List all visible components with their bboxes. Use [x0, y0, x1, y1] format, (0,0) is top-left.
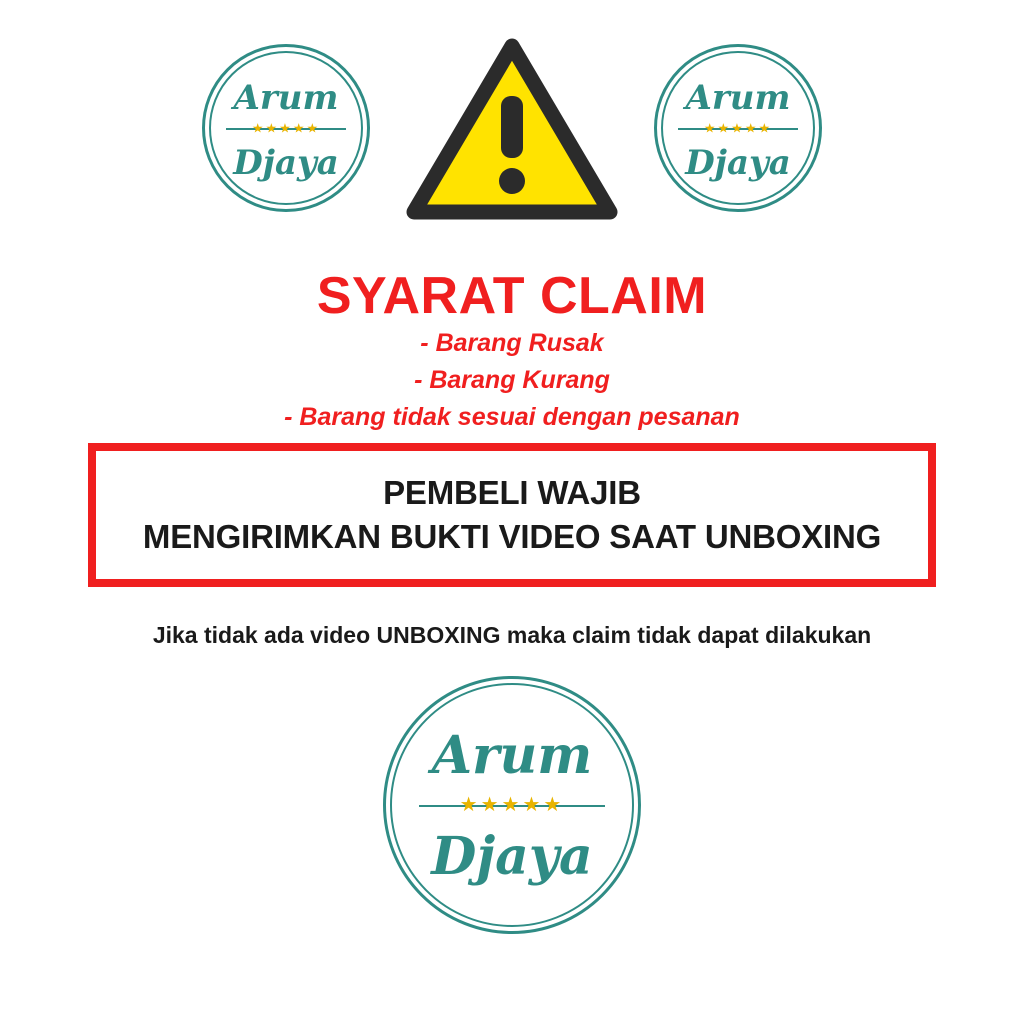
footnote-text: Jika tidak ada video UNBOXING maka claim tidak dapat dilakukan — [152, 622, 872, 648]
notice-line-2: MENGIRIMKAN BUKTI VIDEO SAAT UNBOXING — [142, 518, 882, 555]
logo-stars: ★★★★★ — [459, 794, 565, 816]
logo-name-bottom: Djaya — [233, 143, 339, 184]
logo-name-top: Arum — [431, 725, 593, 787]
list-item: - Barang tidak sesuai dengan pesanan — [284, 403, 740, 431]
top-logo-row — [0, 28, 1024, 228]
brand-logo-right — [654, 44, 822, 212]
page-title: SYARAT CLAIM — [316, 267, 708, 325]
list-item: - Barang Rusak — [420, 329, 604, 357]
logo-name-bottom: Djaya — [431, 825, 593, 887]
logo-name-bottom: Djaya — [685, 143, 791, 184]
conditions-list — [0, 325, 1024, 436]
notice-line-1: PEMBELI WAJIB — [383, 474, 641, 512]
list-item: - Barang Kurang — [414, 366, 610, 394]
brand-logo-left — [202, 44, 370, 212]
brand-logo-bottom — [383, 676, 641, 934]
logo-name-top: Arum — [233, 77, 339, 118]
notice-box — [88, 443, 936, 587]
warning-triangle-icon — [406, 34, 618, 222]
logo-stars: ★★★★★ — [703, 120, 773, 136]
logo-stars: ★★★★★ — [251, 120, 321, 136]
logo-name-top: Arum — [685, 77, 791, 118]
